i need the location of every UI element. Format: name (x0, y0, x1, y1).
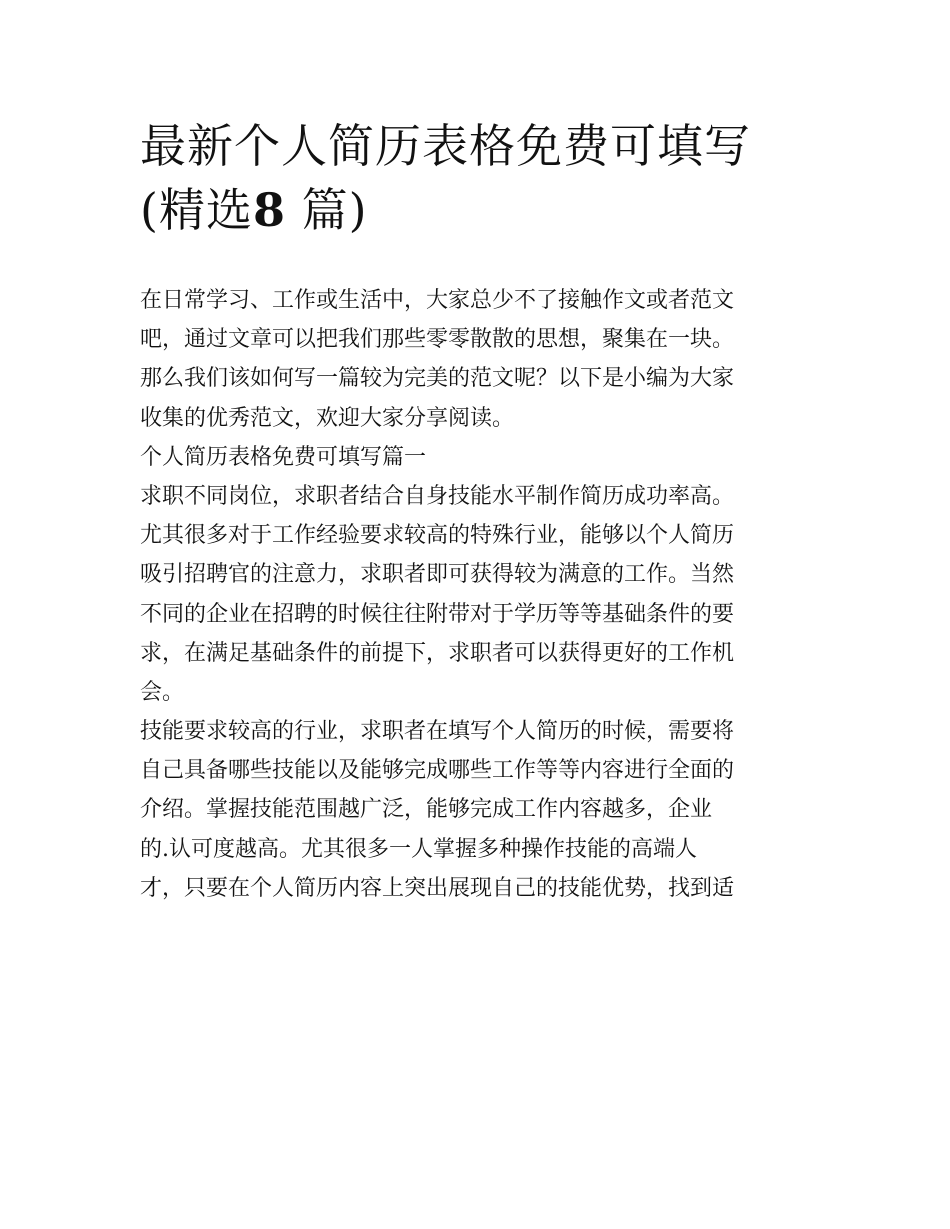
title-line-1: 最新个人简历表格免费可填写 (140, 119, 751, 173)
body-line: 尤其很多对于工作经验要求较高的特殊行业，能够以个人简历 (140, 523, 735, 549)
body-line: 技能要求较高的行业，求职者在填写个人简历的时候，需要将 (140, 719, 735, 745)
body-line: 收集的优秀范文，欢迎大家分享阅读。 (140, 405, 515, 431)
body-line: 才，只要在个人简历内容上突出展现自己的技能优势，找到适 (140, 875, 735, 901)
body-line: 在日常学习、工作或生活中，大家总少不了接触作文或者范文 (140, 288, 735, 313)
body-line: 不同的企业在招聘的时候往往附带对于学历等等基础条件的要 (140, 601, 735, 627)
section-heading: 个人简历表格免费可填写篇一 (140, 444, 427, 470)
body-line: 求职不同岗位，求职者结合自身技能水平制作简历成功率高。 (140, 483, 735, 509)
body-line: 求，在满足基础条件的前提下，求职者可以获得更好的工作机 (140, 640, 735, 666)
title-prefix: (精选 (140, 183, 253, 237)
body-line: 那么我们该如何写一篇较为完美的范文呢？以下是小编为大家 (140, 366, 735, 392)
title-line-2 (140, 178, 830, 242)
body-line: 吸引招聘官的注意力，求职者即可获得较为满意的工作。当然 (140, 562, 735, 588)
title-number: 8 (252, 183, 286, 237)
body-line: 吧，通过文章可以把我们那些零零散散的思想，聚集在一块。 (140, 327, 735, 353)
document-title (140, 114, 830, 242)
body-line: 会。 (140, 679, 185, 705)
body-line: 的.认可度越高。尤其很多一人掌握多种操作技能的高端人 (140, 836, 697, 862)
body-line: 介绍。掌握技能范围越广泛，能够完成工作内容越多，企业 (140, 797, 713, 823)
title-suffix: 篇) (301, 183, 368, 237)
document-body (140, 281, 830, 908)
body-line: 自己具备哪些技能以及能够完成哪些工作等等内容进行全面的 (140, 758, 735, 784)
